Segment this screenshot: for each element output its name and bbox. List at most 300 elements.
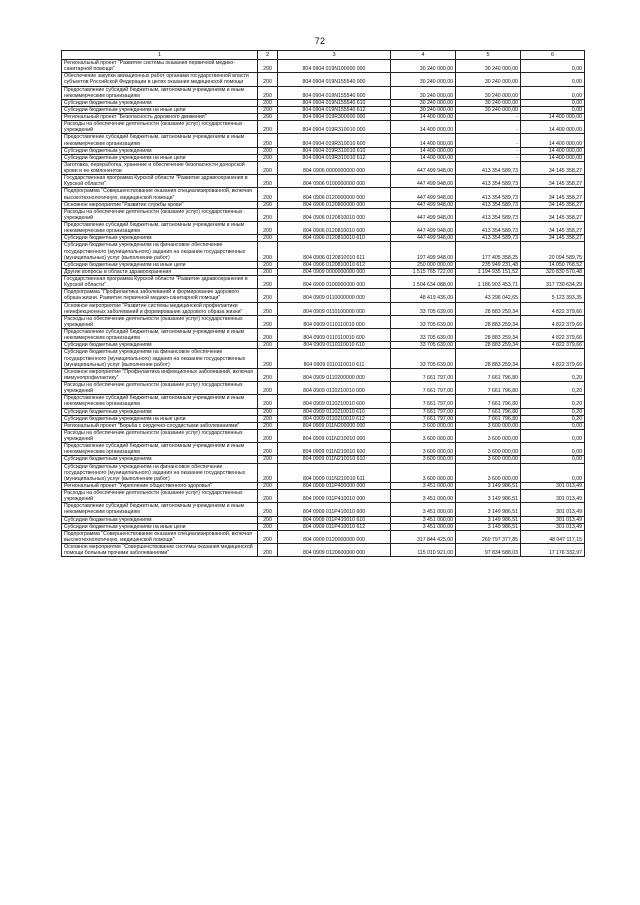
row-admin-code: 200 <box>258 408 278 415</box>
row-admin-code: 200 <box>258 490 278 503</box>
table-row <box>62 73 585 86</box>
row-name: Основное мероприятие "Развитие службы крови" <box>62 201 258 208</box>
table-row <box>62 134 585 147</box>
row-admin-code: 200 <box>258 315 278 328</box>
row-executed-amount: 3 600 000,00 <box>456 429 521 442</box>
row-plan-amount: 3 600 000,00 <box>391 463 456 482</box>
row-remaining-amount: 4 822 379,66 <box>521 302 585 315</box>
row-admin-code: 200 <box>258 329 278 342</box>
row-plan-amount: 14 400 000,00 <box>391 147 456 154</box>
row-remaining-amount: 5 123 393,35 <box>521 289 585 302</box>
table-row <box>62 382 585 395</box>
row-name: Региональный проект "Безопасность дорожного движения" <box>62 114 258 121</box>
row-admin-code: 200 <box>258 175 278 188</box>
row-plan-amount: 447 499 948,00 <box>391 222 456 235</box>
row-budget-code: 804 0904 019R300000 000 <box>278 114 391 121</box>
table-row <box>62 395 585 408</box>
row-executed-amount: 7 661 796,80 <box>456 368 521 381</box>
row-plan-amount: 447 499 948,00 <box>391 235 456 242</box>
row-budget-code: 804 0909 0110000000 000 <box>278 289 391 302</box>
table-row <box>62 342 585 349</box>
row-budget-code: 804 0904 019R310010 000 <box>278 121 391 134</box>
row-remaining-amount: 4 822 379,66 <box>521 315 585 328</box>
row-remaining-amount: 34 145 358,27 <box>521 188 585 201</box>
row-plan-amount: 33 705 639,00 <box>391 349 456 368</box>
row-executed-amount: 30 240 000,00 <box>456 73 521 86</box>
table-row <box>62 106 585 113</box>
row-plan-amount: 3 451 000,00 <box>391 490 456 503</box>
row-remaining-amount: 0,20 <box>521 395 585 408</box>
row-budget-code: 804 0909 0110110010 610 <box>278 342 391 349</box>
row-name: Подпрограмма "Профилактика заболеваний и формирование здорового образа жизни. Развитие первичной медико-санитарной помощи" <box>62 289 258 302</box>
table-row <box>62 523 585 530</box>
row-remaining-amount: 4 822 379,66 <box>521 342 585 349</box>
row-executed-amount: - <box>456 154 521 161</box>
row-name: Субсидии бюджетным учреждениям <box>62 516 258 523</box>
row-budget-code: 804 0909 0110100000 000 <box>278 302 391 315</box>
row-executed-amount: 7 661 796,80 <box>456 408 521 415</box>
row-name: Расходы на обеспечение деятельности (оказание услуг) государственных учреждений <box>62 121 258 134</box>
row-remaining-amount: 0,00 <box>521 429 585 442</box>
table-row <box>62 99 585 106</box>
row-remaining-amount: 301 013,49 <box>521 490 585 503</box>
row-budget-code: 804 0909 0120600000 000 <box>278 544 391 557</box>
row-remaining-amount: 34 145 358,27 <box>521 161 585 174</box>
table-row <box>62 329 585 342</box>
row-plan-amount: 30 240 000,00 <box>391 73 456 86</box>
row-plan-amount: 3 451 000,00 <box>391 503 456 516</box>
row-name: Субсидии бюджетным учреждениям <box>62 147 258 154</box>
table-row <box>62 114 585 121</box>
row-remaining-amount: 0,20 <box>521 382 585 395</box>
row-admin-code: 200 <box>258 154 278 161</box>
row-remaining-amount: 0,00 <box>521 456 585 463</box>
table-row <box>62 422 585 429</box>
row-budget-code: 804 0906 0120000000 000 <box>278 188 391 201</box>
row-remaining-amount: 4 822 379,66 <box>521 349 585 368</box>
row-executed-amount: 30 240 000,00 <box>456 106 521 113</box>
row-name: Региональный проект "Борьба с сердечно-сосудистыми заболеваниями" <box>62 422 258 429</box>
row-admin-code: 200 <box>258 422 278 429</box>
table-row <box>62 289 585 302</box>
row-name: Региональный проект "Укрепление общественного здоровья" <box>62 482 258 489</box>
row-name: Субсидии бюджетным учреждениям <box>62 99 258 106</box>
table-row <box>62 429 585 442</box>
row-admin-code: 200 <box>258 456 278 463</box>
row-remaining-amount: 14 400 000,00 <box>521 134 585 147</box>
row-plan-amount: 447 499 948,00 <box>391 188 456 201</box>
row-plan-amount: 33 705 639,00 <box>391 302 456 315</box>
row-executed-amount: 235 949 231,48 <box>456 261 521 268</box>
row-remaining-amount: 34 145 358,27 <box>521 201 585 208</box>
row-name: Подпрограмма "Совершенствование оказания специализированной, включая высокотехнологичную, медицинской помощи" <box>62 530 258 543</box>
row-remaining-amount: 4 822 379,66 <box>521 329 585 342</box>
row-admin-code: 200 <box>258 482 278 489</box>
row-remaining-amount: 301 013,49 <box>521 503 585 516</box>
row-name: Субсидии бюджетным учреждениям на иные цели <box>62 523 258 530</box>
row-admin-code: 200 <box>258 201 278 208</box>
row-plan-amount: 7 661 797,00 <box>391 368 456 381</box>
row-budget-code: 804 0909 0110210010 610 <box>278 408 391 415</box>
row-name: Субсидии бюджетным учреждениям на иные цели <box>62 261 258 268</box>
row-name: Предоставление субсидий бюджетным, автономным учреждениям и иным некоммерческим организациям <box>62 222 258 235</box>
row-remaining-amount: 301 013,49 <box>521 523 585 530</box>
row-executed-amount: 413 354 589,73 <box>456 188 521 201</box>
table-row <box>62 222 585 235</box>
row-plan-amount: 48 419 436,00 <box>391 289 456 302</box>
table-row <box>62 201 585 208</box>
row-executed-amount: - <box>456 121 521 134</box>
row-admin-code: 200 <box>258 368 278 381</box>
row-name: Субсидии бюджетным учреждениям <box>62 456 258 463</box>
row-plan-amount: 30 240 000,00 <box>391 106 456 113</box>
row-admin-code: 200 <box>258 342 278 349</box>
table-row <box>62 415 585 422</box>
row-plan-amount: 30 240 000,00 <box>391 60 456 73</box>
row-name: Субсидии бюджетным учреждениям <box>62 408 258 415</box>
row-budget-code: 804 0909 0110200000 000 <box>278 368 391 381</box>
budget-table <box>61 50 585 557</box>
row-admin-code: 200 <box>258 114 278 121</box>
row-remaining-amount: 48 047 117,15 <box>521 530 585 543</box>
row-name: Расходы на обеспечение деятельности (оказание услуг) государственных учреждений <box>62 208 258 221</box>
row-remaining-amount: 0,00 <box>521 443 585 456</box>
row-name: Заготовка, переработка, хранение и обеспечение безопасности донорской крови и ее компонентов <box>62 161 258 174</box>
row-executed-amount: 413 354 589,73 <box>456 222 521 235</box>
row-plan-amount: 33 705 639,00 <box>391 315 456 328</box>
row-plan-amount: 447 499 948,00 <box>391 161 456 174</box>
row-admin-code: 200 <box>258 188 278 201</box>
row-name: Субсидии бюджетным учреждениям на иные цели <box>62 154 258 161</box>
header-cell: 4 <box>391 51 456 60</box>
row-name: Предоставление субсидий бюджетным, автономным учреждениям и иным некоммерческим организациям <box>62 86 258 99</box>
row-remaining-amount: 14 400 000,00 <box>521 121 585 134</box>
row-admin-code: 200 <box>258 86 278 99</box>
row-remaining-amount: 0,00 <box>521 463 585 482</box>
row-admin-code: 200 <box>258 99 278 106</box>
row-admin-code: 200 <box>258 161 278 174</box>
row-plan-amount: 115 010 921,00 <box>391 544 456 557</box>
row-remaining-amount: 0,00 <box>521 106 585 113</box>
row-budget-code: 804 0909 011P410010 000 <box>278 490 391 503</box>
header-cell: 3 <box>278 51 391 60</box>
table-row <box>62 235 585 242</box>
table-row <box>62 268 585 275</box>
row-budget-code: 804 0904 019N155540 600 <box>278 86 391 99</box>
row-budget-code: 804 0906 0120810010 610 <box>278 235 391 242</box>
row-budget-code: 804 0909 011P410010 612 <box>278 523 391 530</box>
row-budget-code: 804 0909 011N210010 610 <box>278 456 391 463</box>
header-cell: 5 <box>456 51 521 60</box>
row-executed-amount: 3 149 986,51 <box>456 503 521 516</box>
row-budget-code: 804 0904 019N155540 612 <box>278 106 391 113</box>
row-name: Другие вопросы в области здравоохранения <box>62 268 258 275</box>
row-plan-amount: 14 400 000,00 <box>391 121 456 134</box>
row-executed-amount: 43 296 042,65 <box>456 289 521 302</box>
row-remaining-amount: 34 145 358,27 <box>521 222 585 235</box>
row-name: Субсидии бюджетным учреждениям на иные цели <box>62 106 258 113</box>
row-name: Основное мероприятие "Развитие системы медицинской профилактики неинфекционных заболеваний и формирование здорового образа жизни" <box>62 302 258 315</box>
row-budget-code: 804 0909 0120000000 000 <box>278 530 391 543</box>
row-budget-code: 804 0909 0110210010 600 <box>278 395 391 408</box>
row-remaining-amount: 0,00 <box>521 422 585 429</box>
row-remaining-amount: 0,00 <box>521 86 585 99</box>
table-row <box>62 463 585 482</box>
row-budget-code: 804 0904 019R310010 610 <box>278 147 391 154</box>
row-plan-amount: 7 661 797,00 <box>391 415 456 422</box>
row-budget-code: 804 0909 0110210010 612 <box>278 415 391 422</box>
row-plan-amount: 33 705 639,00 <box>391 342 456 349</box>
row-admin-code: 200 <box>258 222 278 235</box>
row-admin-code: 200 <box>258 429 278 442</box>
row-name: Субсидии бюджетным учреждениям <box>62 235 258 242</box>
row-executed-amount: 28 883 259,34 <box>456 302 521 315</box>
table-row <box>62 276 585 289</box>
row-plan-amount: 14 400 000,00 <box>391 154 456 161</box>
row-budget-code: 804 0906 0120810010 600 <box>278 222 391 235</box>
row-executed-amount: 3 149 986,51 <box>456 523 521 530</box>
row-executed-amount: 413 354 589,73 <box>456 235 521 242</box>
row-budget-code: 804 0909 0100000000 000 <box>278 276 391 289</box>
row-executed-amount: - <box>456 134 521 147</box>
row-executed-amount: 30 240 000,00 <box>456 86 521 99</box>
row-admin-code: 200 <box>258 73 278 86</box>
row-executed-amount: 30 240 000,00 <box>456 99 521 106</box>
row-admin-code: 200 <box>258 134 278 147</box>
row-executed-amount: 28 883 259,34 <box>456 342 521 349</box>
row-remaining-amount: 0,00 <box>521 73 585 86</box>
row-budget-code: 804 0909 011N210010 000 <box>278 429 391 442</box>
row-name: Государственная программа Курской области "Развитие здравоохранения в Курской области" <box>62 276 258 289</box>
row-budget-code: 804 0904 019R310010 612 <box>278 154 391 161</box>
row-admin-code: 200 <box>258 268 278 275</box>
row-budget-code: 804 0909 0000000000 000 <box>278 268 391 275</box>
row-plan-amount: 197 499 948,00 <box>391 242 456 261</box>
table-header-row <box>62 51 585 60</box>
row-executed-amount: 413 354 589,73 <box>456 161 521 174</box>
table-row <box>62 60 585 73</box>
row-executed-amount: 413 354 589,73 <box>456 208 521 221</box>
row-budget-code: 804 0906 0120810010 611 <box>278 242 391 261</box>
row-budget-code: 804 0904 019R310010 600 <box>278 134 391 147</box>
row-executed-amount: 413 354 589,73 <box>456 201 521 208</box>
row-name: Предоставление субсидий бюджетным, автономным учреждениям и иным некоммерческим организациям <box>62 329 258 342</box>
row-remaining-amount: 0,20 <box>521 368 585 381</box>
row-name: Субсидии бюджетным учреждениям на иные цели <box>62 415 258 422</box>
row-plan-amount: 447 499 948,00 <box>391 175 456 188</box>
row-plan-amount: 14 400 000,00 <box>391 134 456 147</box>
table-row <box>62 188 585 201</box>
row-budget-code: 804 0904 019N100000 000 <box>278 60 391 73</box>
row-budget-code: 804 0909 011P410010 600 <box>278 503 391 516</box>
row-plan-amount: 447 499 948,00 <box>391 208 456 221</box>
row-executed-amount: 177 405 358,25 <box>456 242 521 261</box>
row-plan-amount: 14 400 000,00 <box>391 114 456 121</box>
table-row <box>62 147 585 154</box>
row-executed-amount: 7 661 796,80 <box>456 415 521 422</box>
row-admin-code: 200 <box>258 415 278 422</box>
row-executed-amount: 3 600 000,00 <box>456 463 521 482</box>
row-remaining-amount: 14 400 000,00 <box>521 147 585 154</box>
row-budget-code: 804 0909 0110110010 000 <box>278 315 391 328</box>
row-executed-amount: 1 186 903 453,71 <box>456 276 521 289</box>
table-row <box>62 175 585 188</box>
row-admin-code: 200 <box>258 302 278 315</box>
row-plan-amount: 447 499 948,00 <box>391 201 456 208</box>
row-budget-code: 804 0909 011P400000 000 <box>278 482 391 489</box>
header-cell: 6 <box>521 51 585 60</box>
row-executed-amount: 1 194 935 151,52 <box>456 268 521 275</box>
row-name: Расходы на обеспечение деятельности (оказание услуг) государственных учреждений <box>62 490 258 503</box>
row-remaining-amount: 320 830 570,48 <box>521 268 585 275</box>
row-remaining-amount: 17 176 332,97 <box>521 544 585 557</box>
row-name: Региональный проект "Развитие системы оказания первичной медико-санитарной помощи" <box>62 60 258 73</box>
row-plan-amount: 7 661 797,00 <box>391 408 456 415</box>
row-budget-code: 804 0906 0000000000 000 <box>278 161 391 174</box>
row-remaining-amount: 317 730 634,29 <box>521 276 585 289</box>
table-row <box>62 242 585 261</box>
table-row <box>62 408 585 415</box>
row-executed-amount: 30 240 000,00 <box>456 60 521 73</box>
row-budget-code: 804 0904 019N155540 610 <box>278 99 391 106</box>
row-executed-amount: 3 600 000,00 <box>456 422 521 429</box>
table-row <box>62 86 585 99</box>
header-cell: 1 <box>62 51 258 60</box>
row-budget-code: 804 0909 0110110010 611 <box>278 349 391 368</box>
table-row <box>62 261 585 268</box>
row-plan-amount: 3 451 000,00 <box>391 482 456 489</box>
row-admin-code: 200 <box>258 395 278 408</box>
row-plan-amount: 30 240 000,00 <box>391 99 456 106</box>
row-remaining-amount: 20 094 589,75 <box>521 242 585 261</box>
row-remaining-amount: 0,00 <box>521 60 585 73</box>
table-row <box>62 302 585 315</box>
row-admin-code: 200 <box>258 106 278 113</box>
row-executed-amount: 3 149 986,51 <box>456 490 521 503</box>
row-name: Государственная программа Курской области "Развитие здравоохранения в Курской области" <box>62 175 258 188</box>
row-name: Субсидии бюджетным учреждениям <box>62 342 258 349</box>
table-row <box>62 154 585 161</box>
row-name: Обеспечение закупки авиационных работ органами государственной власти субъектов Российской Федерации в целях оказания медицинской помощи <box>62 73 258 86</box>
row-plan-amount: 33 705 639,00 <box>391 329 456 342</box>
row-name: Субсидии бюджетным учреждениям на финансовое обеспечение государственного (муниципального) задания на оказание государственных (муниципальных) услуг (выполнение работ) <box>62 349 258 368</box>
row-plan-amount: 7 661 797,00 <box>391 382 456 395</box>
row-plan-amount: 3 451 000,00 <box>391 516 456 523</box>
row-plan-amount: 7 661 797,00 <box>391 395 456 408</box>
row-name: Основное мероприятие "Профилактика инфекционных заболеваний, включая иммунопрофилактику" <box>62 368 258 381</box>
table-row <box>62 208 585 221</box>
row-admin-code: 200 <box>258 208 278 221</box>
row-admin-code: 200 <box>258 242 278 261</box>
row-remaining-amount: 14 050 768,52 <box>521 261 585 268</box>
row-admin-code: 200 <box>258 382 278 395</box>
row-plan-amount: 1 515 765 722,00 <box>391 268 456 275</box>
row-admin-code: 200 <box>258 235 278 242</box>
row-budget-code: 804 0909 011N200000 000 <box>278 422 391 429</box>
row-budget-code: 804 0906 0100000000 000 <box>278 175 391 188</box>
row-plan-amount: 250 000 000,00 <box>391 261 456 268</box>
row-remaining-amount: 14 400 000,00 <box>521 154 585 161</box>
row-plan-amount: 3 600 000,00 <box>391 456 456 463</box>
row-admin-code: 200 <box>258 60 278 73</box>
row-name: Субсидии бюджетным учреждениям на финансовое обеспечение государственного (муниципального) задания на оказание государственных (муниципальных) услуг (выполнение работ) <box>62 242 258 261</box>
row-budget-code: 804 0909 0110110010 600 <box>278 329 391 342</box>
table-row <box>62 443 585 456</box>
row-name: Расходы на обеспечение деятельности (оказание услуг) государственных учреждений <box>62 315 258 328</box>
row-remaining-amount: 301 013,49 <box>521 482 585 489</box>
row-plan-amount: 30 240 000,00 <box>391 86 456 99</box>
table-row <box>62 315 585 328</box>
row-name: Подпрограмма "Совершенствование оказания специализированной, включая высокотехнологичную, медицинской помощи" <box>62 188 258 201</box>
row-plan-amount: 3 600 000,00 <box>391 443 456 456</box>
header-cell: 2 <box>258 51 278 60</box>
row-executed-amount: 3 600 000,00 <box>456 456 521 463</box>
row-budget-code: 804 0909 0110210010 000 <box>278 382 391 395</box>
row-executed-amount: - <box>456 114 521 121</box>
row-budget-code: 804 0904 019N155540 000 <box>278 73 391 86</box>
table-row <box>62 503 585 516</box>
row-name: Предоставление субсидий бюджетным, автономным учреждениям и иным некоммерческим организациям <box>62 134 258 147</box>
row-admin-code: 200 <box>258 147 278 154</box>
row-executed-amount: 269 797 377,85 <box>456 530 521 543</box>
row-remaining-amount: 34 145 358,27 <box>521 235 585 242</box>
table-row <box>62 490 585 503</box>
row-admin-code: 200 <box>258 289 278 302</box>
row-remaining-amount: 0,00 <box>521 99 585 106</box>
row-admin-code: 200 <box>258 530 278 543</box>
row-executed-amount: 3 600 000,00 <box>456 443 521 456</box>
table-row <box>62 121 585 134</box>
row-budget-code: 804 0906 0120810010 612 <box>278 261 391 268</box>
row-plan-amount: 1 504 634 088,00 <box>391 276 456 289</box>
row-executed-amount: 28 883 259,34 <box>456 315 521 328</box>
row-remaining-amount: 0,20 <box>521 415 585 422</box>
row-admin-code: 200 <box>258 503 278 516</box>
row-plan-amount: 317 844 425,00 <box>391 530 456 543</box>
table-row <box>62 349 585 368</box>
row-name: Предоставление субсидий бюджетным, автономным учреждениям и иным некоммерческим организациям <box>62 395 258 408</box>
row-plan-amount: 3 600 000,00 <box>391 422 456 429</box>
table-row <box>62 456 585 463</box>
row-budget-code: 804 0906 0120810010 000 <box>278 208 391 221</box>
table-row <box>62 530 585 543</box>
row-admin-code: 200 <box>258 443 278 456</box>
row-name: Основное мероприятие "Совершенствование системы оказания медицинской помощи больным прочими заболеваниями" <box>62 544 258 557</box>
table-body <box>62 60 585 557</box>
row-executed-amount: 3 149 986,51 <box>456 482 521 489</box>
row-name: Расходы на обеспечение деятельности (оказание услуг) государственных учреждений <box>62 382 258 395</box>
row-plan-amount: 3 451 000,00 <box>391 523 456 530</box>
row-budget-code: 804 0909 011N210010 611 <box>278 463 391 482</box>
row-plan-amount: 3 600 000,00 <box>391 429 456 442</box>
row-admin-code: 200 <box>258 516 278 523</box>
row-name: Расходы на обеспечение деятельности (оказание услуг) государственных учреждений <box>62 429 258 442</box>
row-admin-code: 200 <box>258 523 278 530</box>
table-row <box>62 161 585 174</box>
row-executed-amount: 28 883 259,34 <box>456 329 521 342</box>
row-remaining-amount: 301 013,49 <box>521 516 585 523</box>
row-executed-amount: 7 661 796,80 <box>456 395 521 408</box>
row-executed-amount: - <box>456 147 521 154</box>
row-admin-code: 200 <box>258 261 278 268</box>
row-admin-code: 200 <box>258 121 278 134</box>
row-remaining-amount: 14 400 000,00 <box>521 114 585 121</box>
row-budget-code: 804 0909 011P410010 610 <box>278 516 391 523</box>
row-admin-code: 200 <box>258 463 278 482</box>
row-budget-code: 804 0909 011N210010 600 <box>278 443 391 456</box>
table-row <box>62 368 585 381</box>
table-row <box>62 516 585 523</box>
